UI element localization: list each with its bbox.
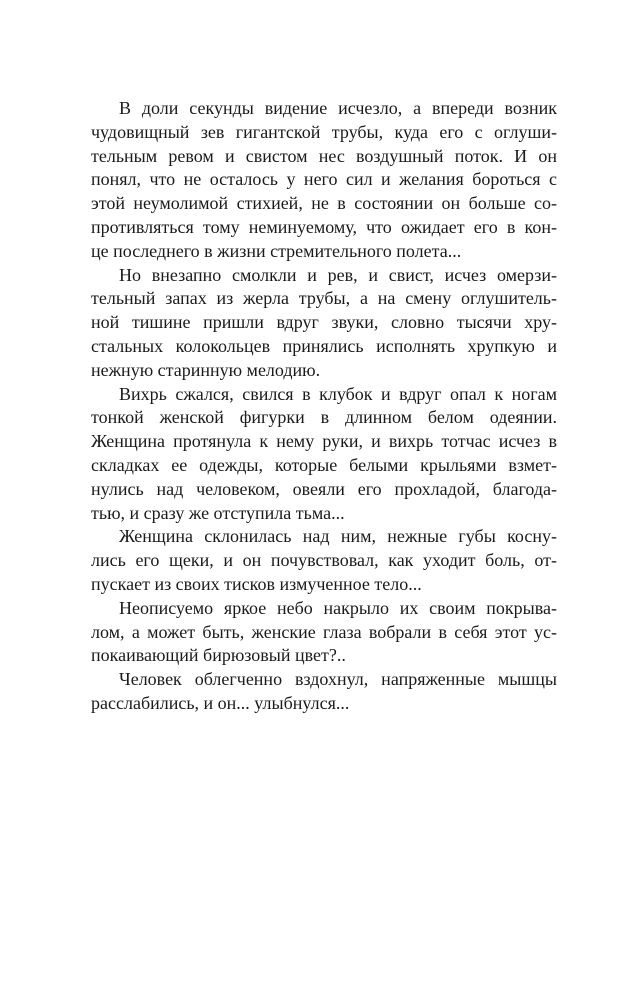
text-line: тельный запах из жерла трубы, а на смену оглушитель- [91,288,557,309]
text-line: складках ее одежды, которые белыми крыльями взмет- [91,454,557,475]
paragraph-2 [91,264,557,383]
paragraph-5 [91,597,557,668]
text-line: этой неумолимой стихией, не в состоянии он больше со- [91,193,557,214]
text-line: стальных колокольцев принялись исполнять хрупкую и [91,335,557,356]
text-line: лом, а может быть, женские глаза вобрали в себя этот ус- [91,621,557,642]
text-line: нежную старинную мелодию. [91,359,321,380]
text-line: В доли секунды видение исчезло, а впереди возник [119,98,557,118]
text-line: Женщина склонилась над ним, нежные губы косну- [119,526,557,547]
text-line: лись его щеки, и он почувствовал, как уходит боль, от- [91,550,557,571]
text-line: Но внезапно смолкли и рев, и свист, исчез омерзи- [119,264,557,285]
text-line: Неописуемо яркое небо накрыло их своим покрыва- [119,597,557,618]
paragraph-6 [91,668,557,716]
text-line: противляться тому неминуемому, что ожидает его в кон- [91,216,557,237]
paragraph-1 [91,97,557,264]
text-line: нулись над человеком, овеяли его прохладой, благода- [91,478,557,499]
text-line: покаивающий бирюзовый цвет?.. [91,645,346,666]
text-line: понял, что не осталось у него сил и желания бороться с [91,169,557,190]
text-line: Женщина протянула к нему руки, и вихрь тотчас исчез в [91,431,557,452]
text-line: тонкой женской фигурки в длинном белом одеянии. [91,407,557,428]
body-text [91,97,557,716]
paragraph-4 [91,525,557,596]
text-line: расслабились, и он... улыбнулся... [91,692,350,713]
text-line: тью, и сразу же отступила тьма... [91,502,345,523]
text-line: пускает из своих тисков измученное тело... [91,573,422,594]
text-line: Человек облегченно вздохнул, напряженные мышцы [119,669,557,690]
text-line: чудовищный зев гигантской трубы, куда его с оглуши- [91,121,557,142]
text-line: тельным ревом и свистом нес воздушный поток. И он [91,145,557,166]
text-line: це последнего в жизни стремительного полета... [91,240,462,261]
text-line: ной тишине пришли вдруг звуки, словно тысячи хру- [91,312,557,333]
paragraph-3 [91,383,557,526]
text-line: Вихрь сжался, свился в клубок и вдруг опал к ногам [119,383,557,404]
